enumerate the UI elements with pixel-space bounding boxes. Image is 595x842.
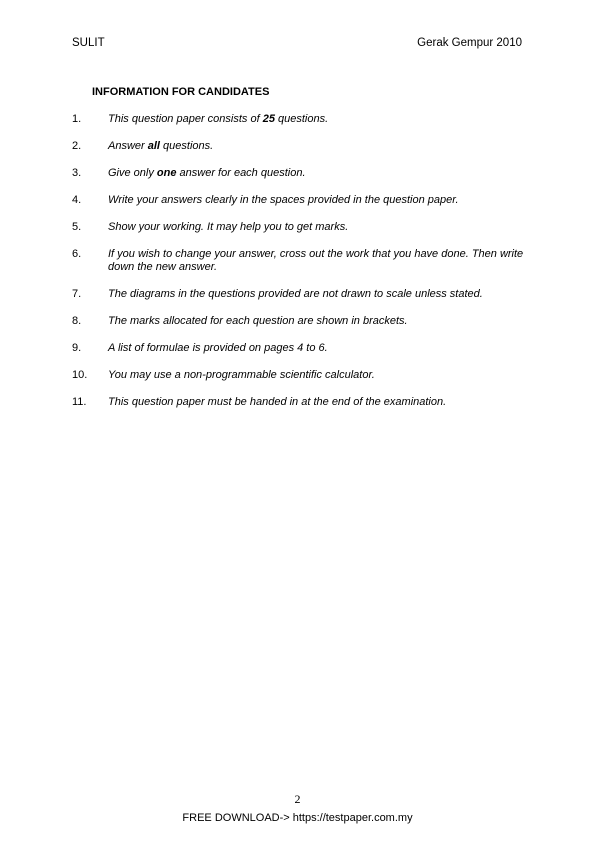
instruction-number: 8.: [72, 315, 82, 327]
instruction-text-part: Write your answers clearly in the spaces provided in the question paper.: [108, 194, 459, 206]
instruction-text-part: Give only: [108, 167, 157, 179]
instruction-text: [108, 342, 532, 355]
page-number: 2: [294, 792, 301, 806]
instruction-item: [72, 194, 532, 207]
instruction-item: [72, 369, 532, 382]
section-heading: INFORMATION FOR CANDIDATES: [92, 86, 270, 98]
instruction-text-part: This question paper must be handed in at the end of the examination.: [108, 396, 447, 408]
instruction-text: [108, 140, 532, 153]
instruction-text-part: This question paper consists of: [108, 113, 263, 125]
header-left-label: SULIT: [72, 37, 105, 49]
instruction-text: [108, 288, 532, 301]
instruction-number: 11.: [72, 396, 87, 408]
instruction-text-part: A list of formulae is provided on pages 4 to 6.: [108, 342, 328, 354]
instruction-number: 4.: [72, 194, 82, 206]
instruction-emphasis: all: [147, 140, 160, 152]
instruction-text-part: Answer: [108, 140, 148, 152]
instruction-item: [72, 248, 532, 274]
instruction-text-part: Show your working. It may help you to get marks.: [108, 221, 349, 233]
instruction-text-part: answer for each question.: [176, 167, 306, 179]
instruction-number: 9.: [72, 342, 82, 354]
instruction-text-part: The diagrams in the questions provided are not drawn to scale unless stated.: [108, 288, 483, 300]
instruction-text-part: You may use a non-programmable scientific calculator.: [108, 369, 375, 381]
instruction-number: 10.: [72, 369, 88, 381]
instruction-text-part: If you wish to change your answer, cross out the work that you have done. Then write down the new answer.: [108, 248, 524, 273]
instruction-emphasis: 25: [262, 113, 275, 125]
instruction-text: [108, 167, 532, 180]
instruction-item: [72, 140, 532, 153]
instruction-text: [108, 194, 532, 207]
footer-download-link[interactable]: FREE DOWNLOAD-> https://testpaper.com.my: [182, 812, 413, 824]
instruction-item: [72, 288, 532, 301]
instruction-text: [108, 315, 532, 328]
instruction-text: [108, 369, 532, 382]
instruction-text-part: The marks allocated for each question are shown in brackets.: [108, 315, 408, 327]
instruction-number: 3.: [72, 167, 82, 179]
instruction-text-part: questions.: [159, 140, 214, 152]
instruction-text: [108, 396, 532, 409]
instruction-number: 7.: [72, 288, 82, 300]
instruction-item: [72, 315, 532, 328]
instruction-number: 1.: [72, 113, 82, 125]
instruction-text: [108, 113, 532, 126]
instruction-emphasis: one: [156, 167, 177, 179]
instruction-item: [72, 221, 532, 234]
instruction-item: [72, 113, 532, 126]
header-right-label: Gerak Gempur 2010: [417, 37, 522, 49]
instruction-number: 5.: [72, 221, 82, 233]
instruction-text: [108, 221, 532, 234]
instruction-text: [108, 248, 532, 274]
instruction-text-part: questions.: [274, 113, 329, 125]
instruction-item: [72, 342, 532, 355]
instruction-number: 2.: [72, 140, 82, 152]
instruction-number: 6.: [72, 248, 82, 260]
instruction-item: [72, 167, 532, 180]
instruction-item: [72, 396, 532, 409]
instructions-list: [72, 113, 532, 423]
